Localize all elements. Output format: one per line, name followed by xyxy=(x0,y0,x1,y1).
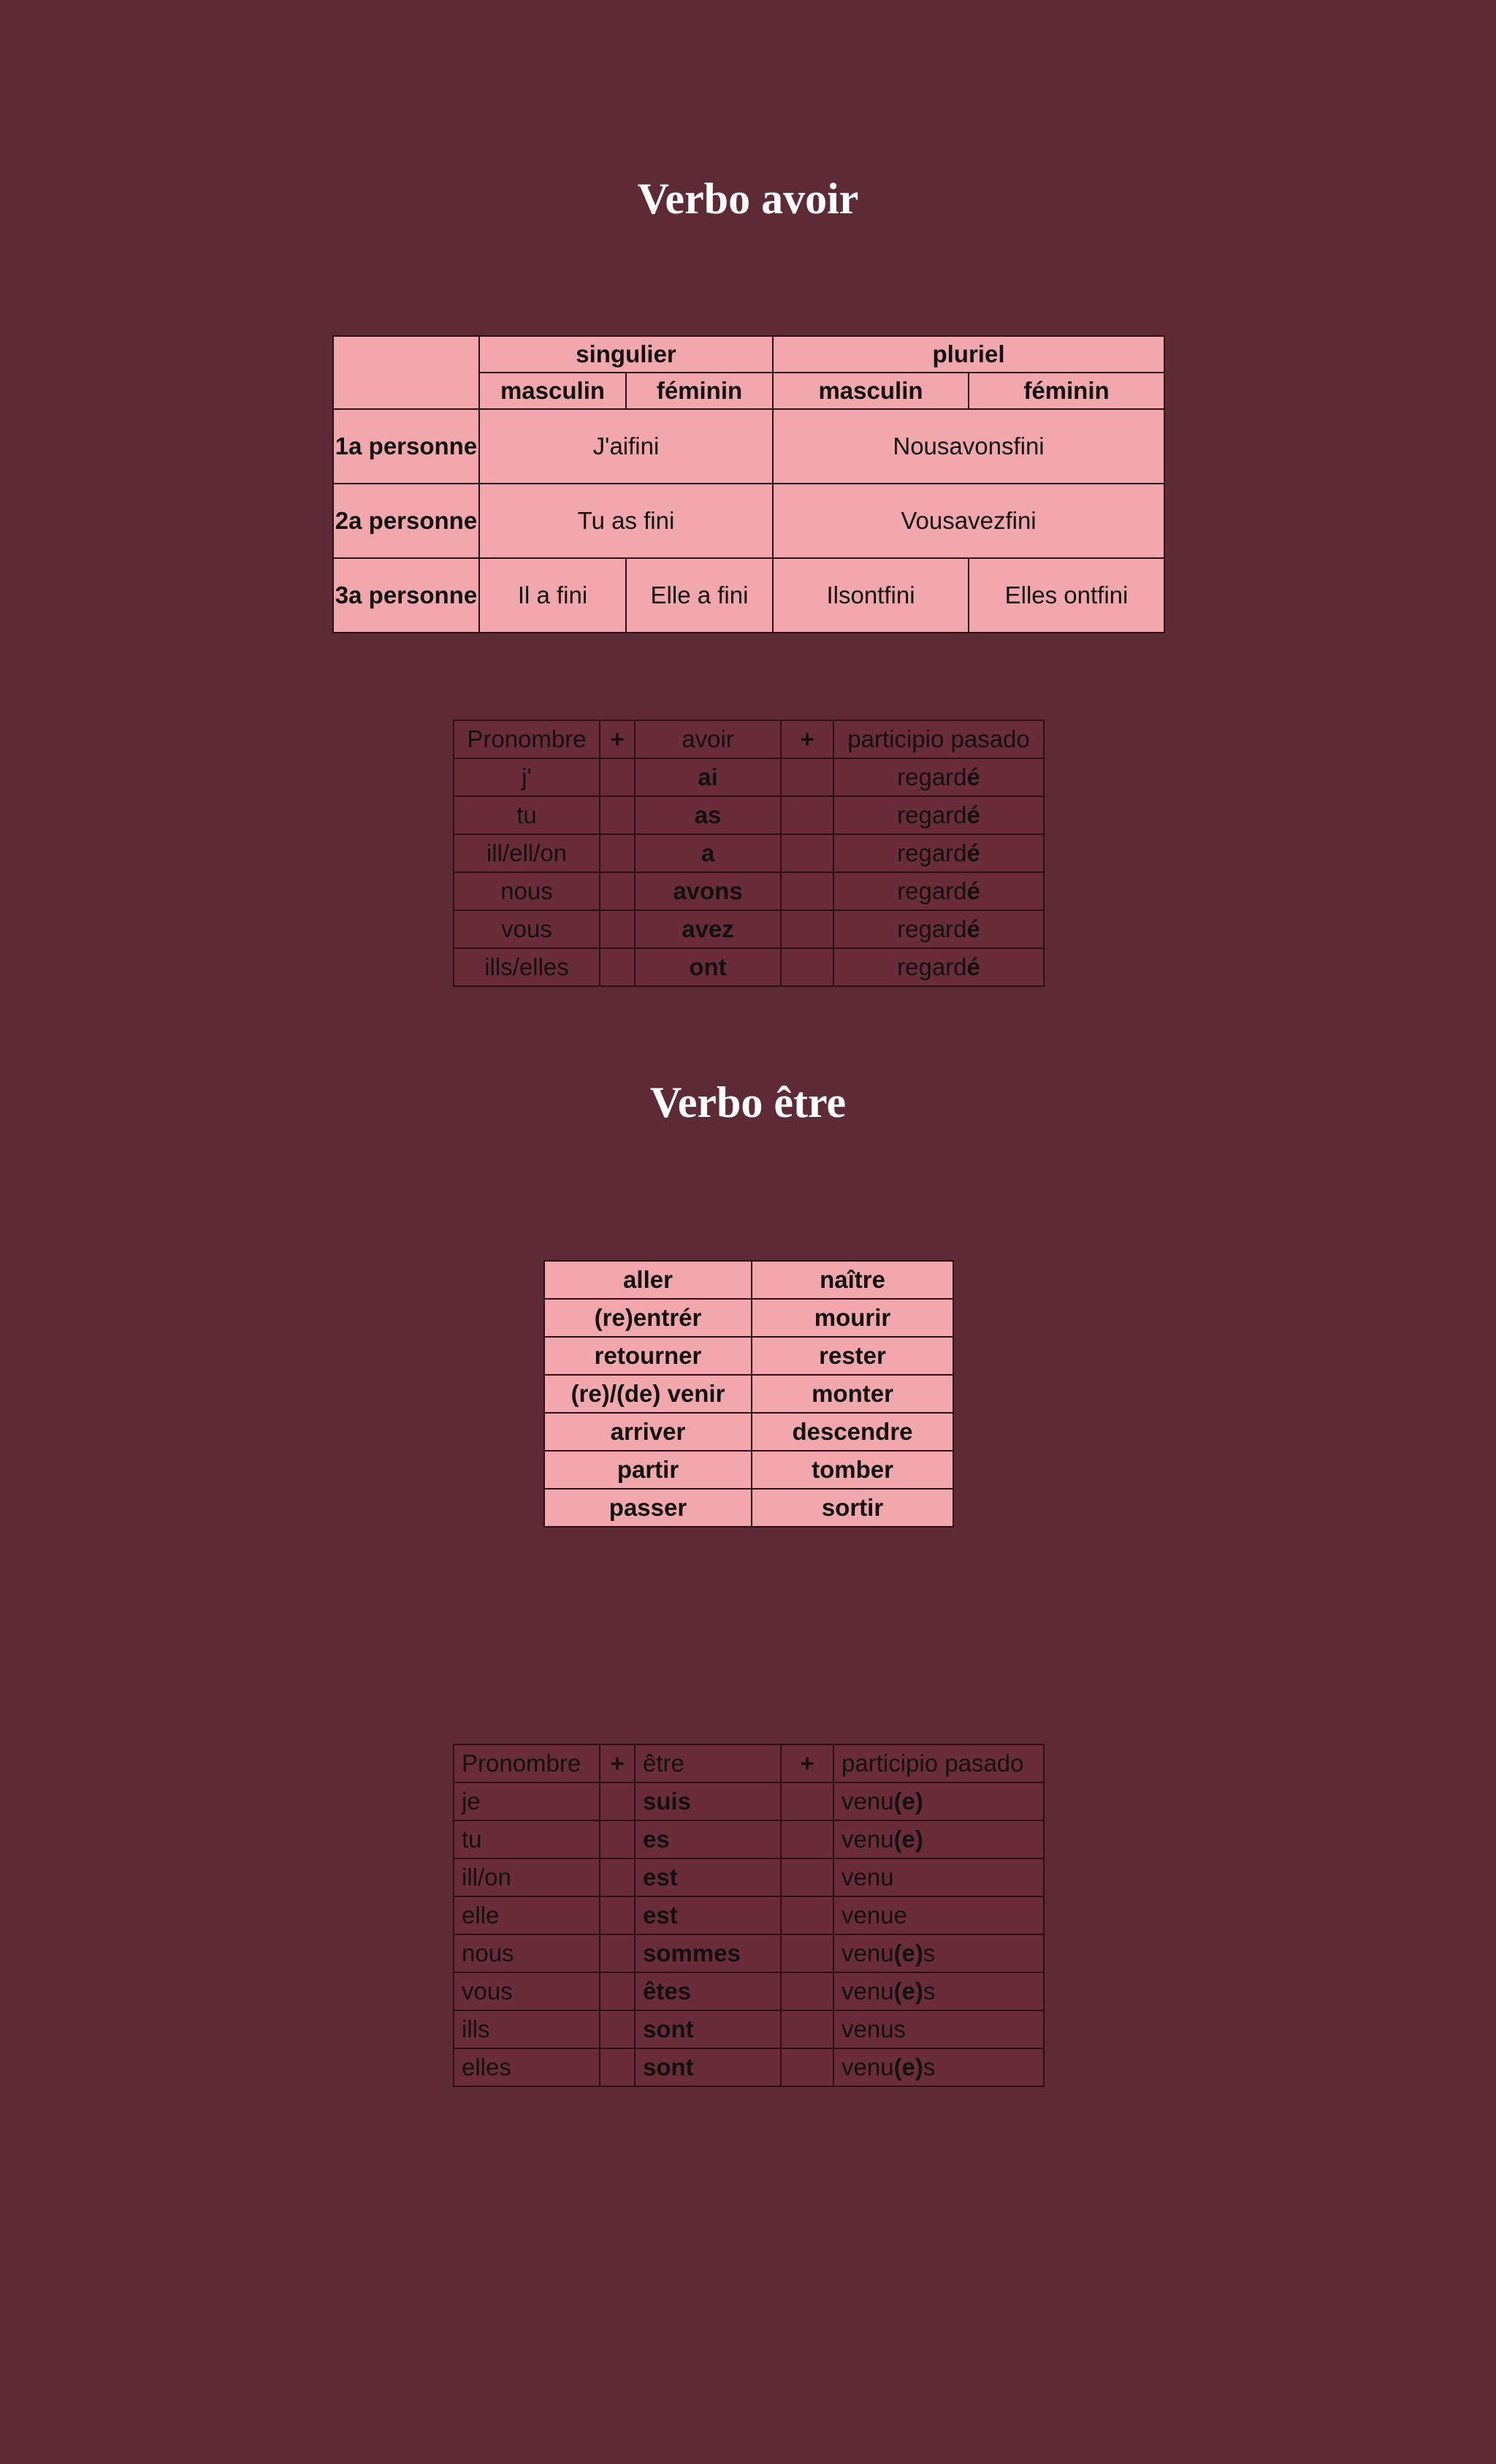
empty-cell xyxy=(781,834,833,872)
verb-cell: sortir xyxy=(752,1489,953,1527)
pronoun-cell: ills xyxy=(454,2010,600,2048)
empty-cell xyxy=(600,834,635,872)
participle-stem: regard xyxy=(897,763,967,790)
participle-cell xyxy=(833,1934,1044,1972)
participle-plural: s xyxy=(923,2053,936,2080)
empty-cell xyxy=(781,1972,833,2010)
participle-cell xyxy=(833,1820,1044,1858)
participle-stem: venu xyxy=(842,1864,894,1891)
participle-stem: regard xyxy=(897,953,967,980)
table-row xyxy=(454,1820,1044,1858)
verb-cell: partir xyxy=(544,1451,752,1489)
etre-verbs-table xyxy=(543,1260,954,1527)
verb-cell: (re)entrér xyxy=(544,1299,752,1337)
participle-ending: é xyxy=(966,915,980,942)
verb-cell: suis xyxy=(635,1782,781,1820)
header-plus: + xyxy=(781,1744,833,1782)
header-pronombre: Pronombre xyxy=(454,1744,600,1782)
participle-stem: regard xyxy=(897,877,967,904)
empty-cell xyxy=(600,796,635,834)
header-participio: participio pasado xyxy=(833,1744,1044,1782)
table-row xyxy=(454,2048,1044,2086)
row-label-2a: 2a personne xyxy=(333,484,479,558)
table-row xyxy=(544,1489,953,1527)
header-avoir: avoir xyxy=(635,720,781,758)
header-plus: + xyxy=(781,720,833,758)
header-plus: + xyxy=(600,720,635,758)
participle-stem: venu xyxy=(842,1826,894,1853)
etre-structure-table xyxy=(453,1744,1045,2087)
pronoun-cell: je xyxy=(454,1782,600,1820)
verb-cell: sont xyxy=(635,2048,781,2086)
cell-3a-sing-fem: Elle a fini xyxy=(626,558,773,633)
participle-ending: é xyxy=(966,953,980,980)
cell-3a-plur-fem: Elles ontfini xyxy=(969,558,1164,633)
verb-cell: est xyxy=(635,1858,781,1896)
empty-cell xyxy=(600,2048,635,2086)
participle-ending: é xyxy=(966,839,980,866)
participle-plural: s xyxy=(923,1977,936,2005)
verb-cell: retourner xyxy=(544,1337,752,1375)
avoir-conjugation-table xyxy=(332,335,1165,633)
empty-cell xyxy=(781,910,833,948)
participle-cell xyxy=(833,948,1044,986)
pronoun-cell: elles xyxy=(454,2048,600,2086)
verb-cell: avons xyxy=(635,872,781,910)
header-pluriel: pluriel xyxy=(773,336,1164,373)
participle-cell xyxy=(833,796,1044,834)
participle-agreement: (e) xyxy=(893,1826,923,1853)
empty-cell xyxy=(781,872,833,910)
verb-cell: sont xyxy=(635,2010,781,2048)
table-row xyxy=(454,720,1044,758)
avoir-structure-table xyxy=(453,720,1045,987)
verb-cell: (re)/(de) venir xyxy=(544,1375,752,1413)
header-etre: être xyxy=(635,1744,781,1782)
participle-ending: é xyxy=(966,763,980,790)
empty-cell xyxy=(600,1858,635,1896)
verb-cell: naître xyxy=(752,1261,953,1299)
empty-cell xyxy=(600,1934,635,1972)
pronoun-cell: tu xyxy=(454,796,600,834)
verb-cell: est xyxy=(635,1896,781,1934)
empty-cell xyxy=(781,2048,833,2086)
table-row xyxy=(454,1896,1044,1934)
participle-cell xyxy=(833,1896,1044,1934)
verb-cell: tomber xyxy=(752,1451,953,1489)
table-row xyxy=(454,948,1044,986)
cell-2a-plural: Vousavezfini xyxy=(773,484,1164,558)
participle-stem: venu xyxy=(842,1977,894,2005)
participle-ending: é xyxy=(966,801,980,828)
verb-cell: monter xyxy=(752,1375,953,1413)
empty-cell xyxy=(600,948,635,986)
verb-cell: sommes xyxy=(635,1934,781,1972)
avoir-title: Verbo avoir xyxy=(637,175,859,223)
pronoun-cell: j' xyxy=(454,758,600,796)
participle-stem: venus xyxy=(842,2015,907,2042)
participle-plural: s xyxy=(923,1939,936,1967)
empty-cell xyxy=(600,1896,635,1934)
header-sing-masculin: masculin xyxy=(479,373,626,409)
verb-cell: aller xyxy=(544,1261,752,1299)
table-row xyxy=(454,1934,1044,1972)
empty-cell xyxy=(781,1896,833,1934)
empty-cell xyxy=(781,796,833,834)
participle-cell xyxy=(833,1782,1044,1820)
cell-3a-plur-masc: Ilsontfini xyxy=(773,558,969,633)
table-row xyxy=(544,1299,953,1337)
pronoun-cell: nous xyxy=(454,1934,600,1972)
header-plur-masculin: masculin xyxy=(773,373,969,409)
verb-cell: êtes xyxy=(635,1972,781,2010)
participle-agreement: (e) xyxy=(893,1977,923,2005)
table-row xyxy=(454,1744,1044,1782)
participle-agreement: (e) xyxy=(893,1939,923,1967)
participle-cell xyxy=(833,1972,1044,2010)
verb-cell: rester xyxy=(752,1337,953,1375)
empty-cell xyxy=(600,2010,635,2048)
pronoun-cell: ill/ell/on xyxy=(454,834,600,872)
cell-1a-plural: Nousavonsfini xyxy=(773,409,1164,484)
empty-cell xyxy=(781,758,833,796)
pronoun-cell: ills/elles xyxy=(454,948,600,986)
participle-agreement: (e) xyxy=(893,1788,923,1815)
table-row xyxy=(544,1337,953,1375)
row-label-1a: 1a personne xyxy=(333,409,479,484)
table-row xyxy=(544,1261,953,1299)
table-row xyxy=(454,872,1044,910)
corner-cell xyxy=(333,336,479,409)
pronoun-cell: elle xyxy=(454,1896,600,1934)
empty-cell xyxy=(781,1820,833,1858)
verb-cell: es xyxy=(635,1820,781,1858)
participle-stem: regard xyxy=(897,839,967,866)
verb-cell: a xyxy=(635,834,781,872)
participle-stem: venu xyxy=(842,2053,894,2080)
verb-cell: descendre xyxy=(752,1413,953,1451)
header-singulier: singulier xyxy=(479,336,773,373)
verb-cell: ai xyxy=(635,758,781,796)
etre-title: Verbo être xyxy=(649,1078,847,1126)
empty-cell xyxy=(600,1782,635,1820)
verb-cell: passer xyxy=(544,1489,752,1527)
participle-agreement: (e) xyxy=(893,2053,923,2080)
pronoun-cell: ill/on xyxy=(454,1858,600,1896)
header-pronombre: Pronombre xyxy=(454,720,600,758)
table-row xyxy=(454,796,1044,834)
table-row xyxy=(454,1858,1044,1896)
empty-cell xyxy=(600,1820,635,1858)
table-row xyxy=(454,758,1044,796)
pronoun-cell: vous xyxy=(454,910,600,948)
empty-cell xyxy=(600,910,635,948)
table-row xyxy=(544,1413,953,1451)
participle-stem: regard xyxy=(897,915,967,942)
table-row xyxy=(454,1782,1044,1820)
cell-2a-singular: Tu as fini xyxy=(479,484,773,558)
table-row xyxy=(454,1972,1044,2010)
participle-cell xyxy=(833,758,1044,796)
cell-3a-sing-masc: Il a fini xyxy=(479,558,626,633)
participle-cell xyxy=(833,872,1044,910)
participle-stem: venu xyxy=(842,1788,894,1815)
empty-cell xyxy=(781,2010,833,2048)
participle-stem: venu xyxy=(842,1939,894,1967)
participle-ending: é xyxy=(966,877,980,904)
pronoun-cell: vous xyxy=(454,1972,600,2010)
header-participio: participio pasado xyxy=(833,720,1044,758)
verb-cell: as xyxy=(635,796,781,834)
participle-stem: regard xyxy=(897,801,967,828)
row-label-3a: 3a personne xyxy=(333,558,479,633)
participle-cell xyxy=(833,834,1044,872)
table-row xyxy=(454,834,1044,872)
empty-cell xyxy=(600,872,635,910)
empty-cell xyxy=(600,1972,635,2010)
empty-cell xyxy=(781,948,833,986)
pronoun-cell: nous xyxy=(454,872,600,910)
participle-cell xyxy=(833,2048,1044,2086)
empty-cell xyxy=(781,1782,833,1820)
header-plus: + xyxy=(600,1744,635,1782)
table-row xyxy=(454,2010,1044,2048)
verb-cell: mourir xyxy=(752,1299,953,1337)
pronoun-cell: tu xyxy=(454,1820,600,1858)
header-sing-feminin: féminin xyxy=(626,373,773,409)
table-row xyxy=(454,910,1044,948)
participle-stem: venue xyxy=(842,1902,907,1929)
participle-cell xyxy=(833,1858,1044,1896)
participle-cell xyxy=(833,910,1044,948)
verb-cell: avez xyxy=(635,910,781,948)
empty-cell xyxy=(781,1858,833,1896)
table-row xyxy=(544,1451,953,1489)
empty-cell xyxy=(600,758,635,796)
verb-cell: arriver xyxy=(544,1413,752,1451)
participle-cell xyxy=(833,2010,1044,2048)
header-plur-feminin: féminin xyxy=(969,373,1164,409)
cell-1a-singular: J'aifini xyxy=(479,409,773,484)
verb-cell: ont xyxy=(635,948,781,986)
table-row xyxy=(544,1375,953,1413)
empty-cell xyxy=(781,1934,833,1972)
